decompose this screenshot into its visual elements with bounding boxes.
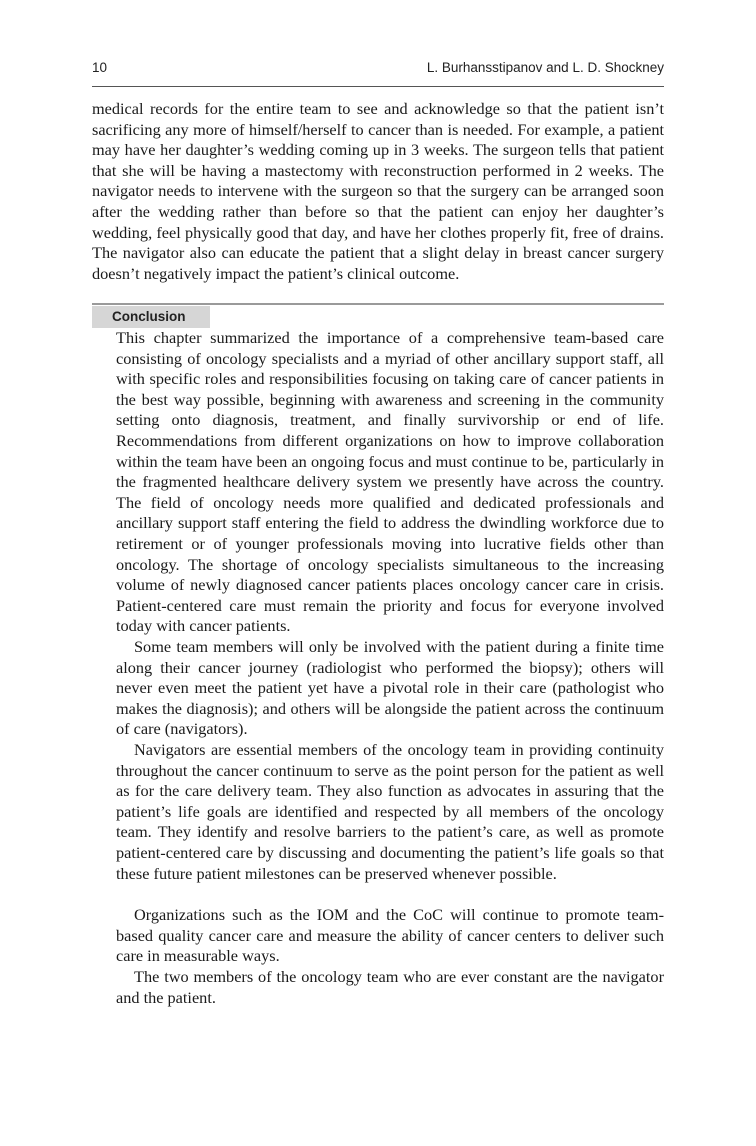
running-header xyxy=(92,60,664,82)
page-number: 10 xyxy=(92,60,108,75)
conclusion-paragraph: Organizations such as the IOM and the CoC will continue to promote team-based quality cancer care and measure the ability of cancer centers to deliver such care in measurable ways. xyxy=(116,905,664,966)
conclusion-paragraph: This chapter summarized the importance of a comprehensive team-based care consisting of oncology specialists and a myriad of other ancillary support staff, all with specific roles and responsibilities focusing on taking care of cancer patients in the best way possible, beginning with awareness and screening in the community setting onto diagnosis, treatment, and finally survivorship or end of life. Recommendations from different organizations on how to improve collaboration within the team have been an ongoing focus and must continue to be, particularly in the fragmented healthcare delivery system we presently have across the country. The field of oncology needs more qualified and dedicated professionals and ancillary support staff entering the field to address the dwindling workforce due to retirement or of younger professionals moving into lucrative fields other than oncology. The shortage of oncology specialists simultaneous to the increasing volume of newly diagnosed cancer patients places oncology cancer care in crisis. Patient-centered care must remain the priority and focus for everyone involved today with cancer patients. xyxy=(116,328,664,636)
body-paragraph: medical records for the entire team to see and acknowledge so that the patient isn’t sacrificing any more of himself/herself to cancer than is needed. For example, a patient may have her daughter’s wedding coming up in 3 weeks. The surgeon tells that patient that she will be having a mastectomy with reconstruction performed in 2 weeks. The navigator needs to intervene with the surgeon so that the surgery can be arranged soon after the wedding rather than before so that the patient can enjoy her daughter’s wedding, feel physically good that day, and have her clothes properly fit, free of drains. The navigator also can educate the patient that a slight delay in breast cancer surgery doesn’t negatively impact the patient’s clinical outcome. xyxy=(92,99,664,283)
conclusion-box-rule xyxy=(92,303,664,305)
conclusion-paragraph: The two members of the oncology team who are ever constant are the navigator and the patient. xyxy=(116,967,664,1007)
running-head-authors: L. Burhansstipanov and L. D. Shockney xyxy=(426,60,664,75)
header-rule xyxy=(92,86,664,87)
conclusion-paragraph: Some team members will only be involved with the patient during a finite time along their cancer journey (radiologist who performed the biopsy); others will never even meet the patient yet have a pivotal role in their care (pathologist who makes the diagnosis); and others will be alongside the patient across the continuum of care (navigators). xyxy=(116,637,664,739)
conclusion-paragraph: Navigators are essential members of the oncology team in providing continuity throughout the cancer continuum to serve as the point person for the patient as well as for the care delivery team. They also function as advocates in assuring that the patient’s life goals are identified and respected by all members of the oncology team. They identify and resolve barriers to the patient’s care, as well as promote patient-centered care by discussing and documenting the patient’s life goals so that these future patient milestones can be preserved whenever possible. xyxy=(116,740,664,883)
conclusion-heading: Conclusion xyxy=(92,306,210,328)
